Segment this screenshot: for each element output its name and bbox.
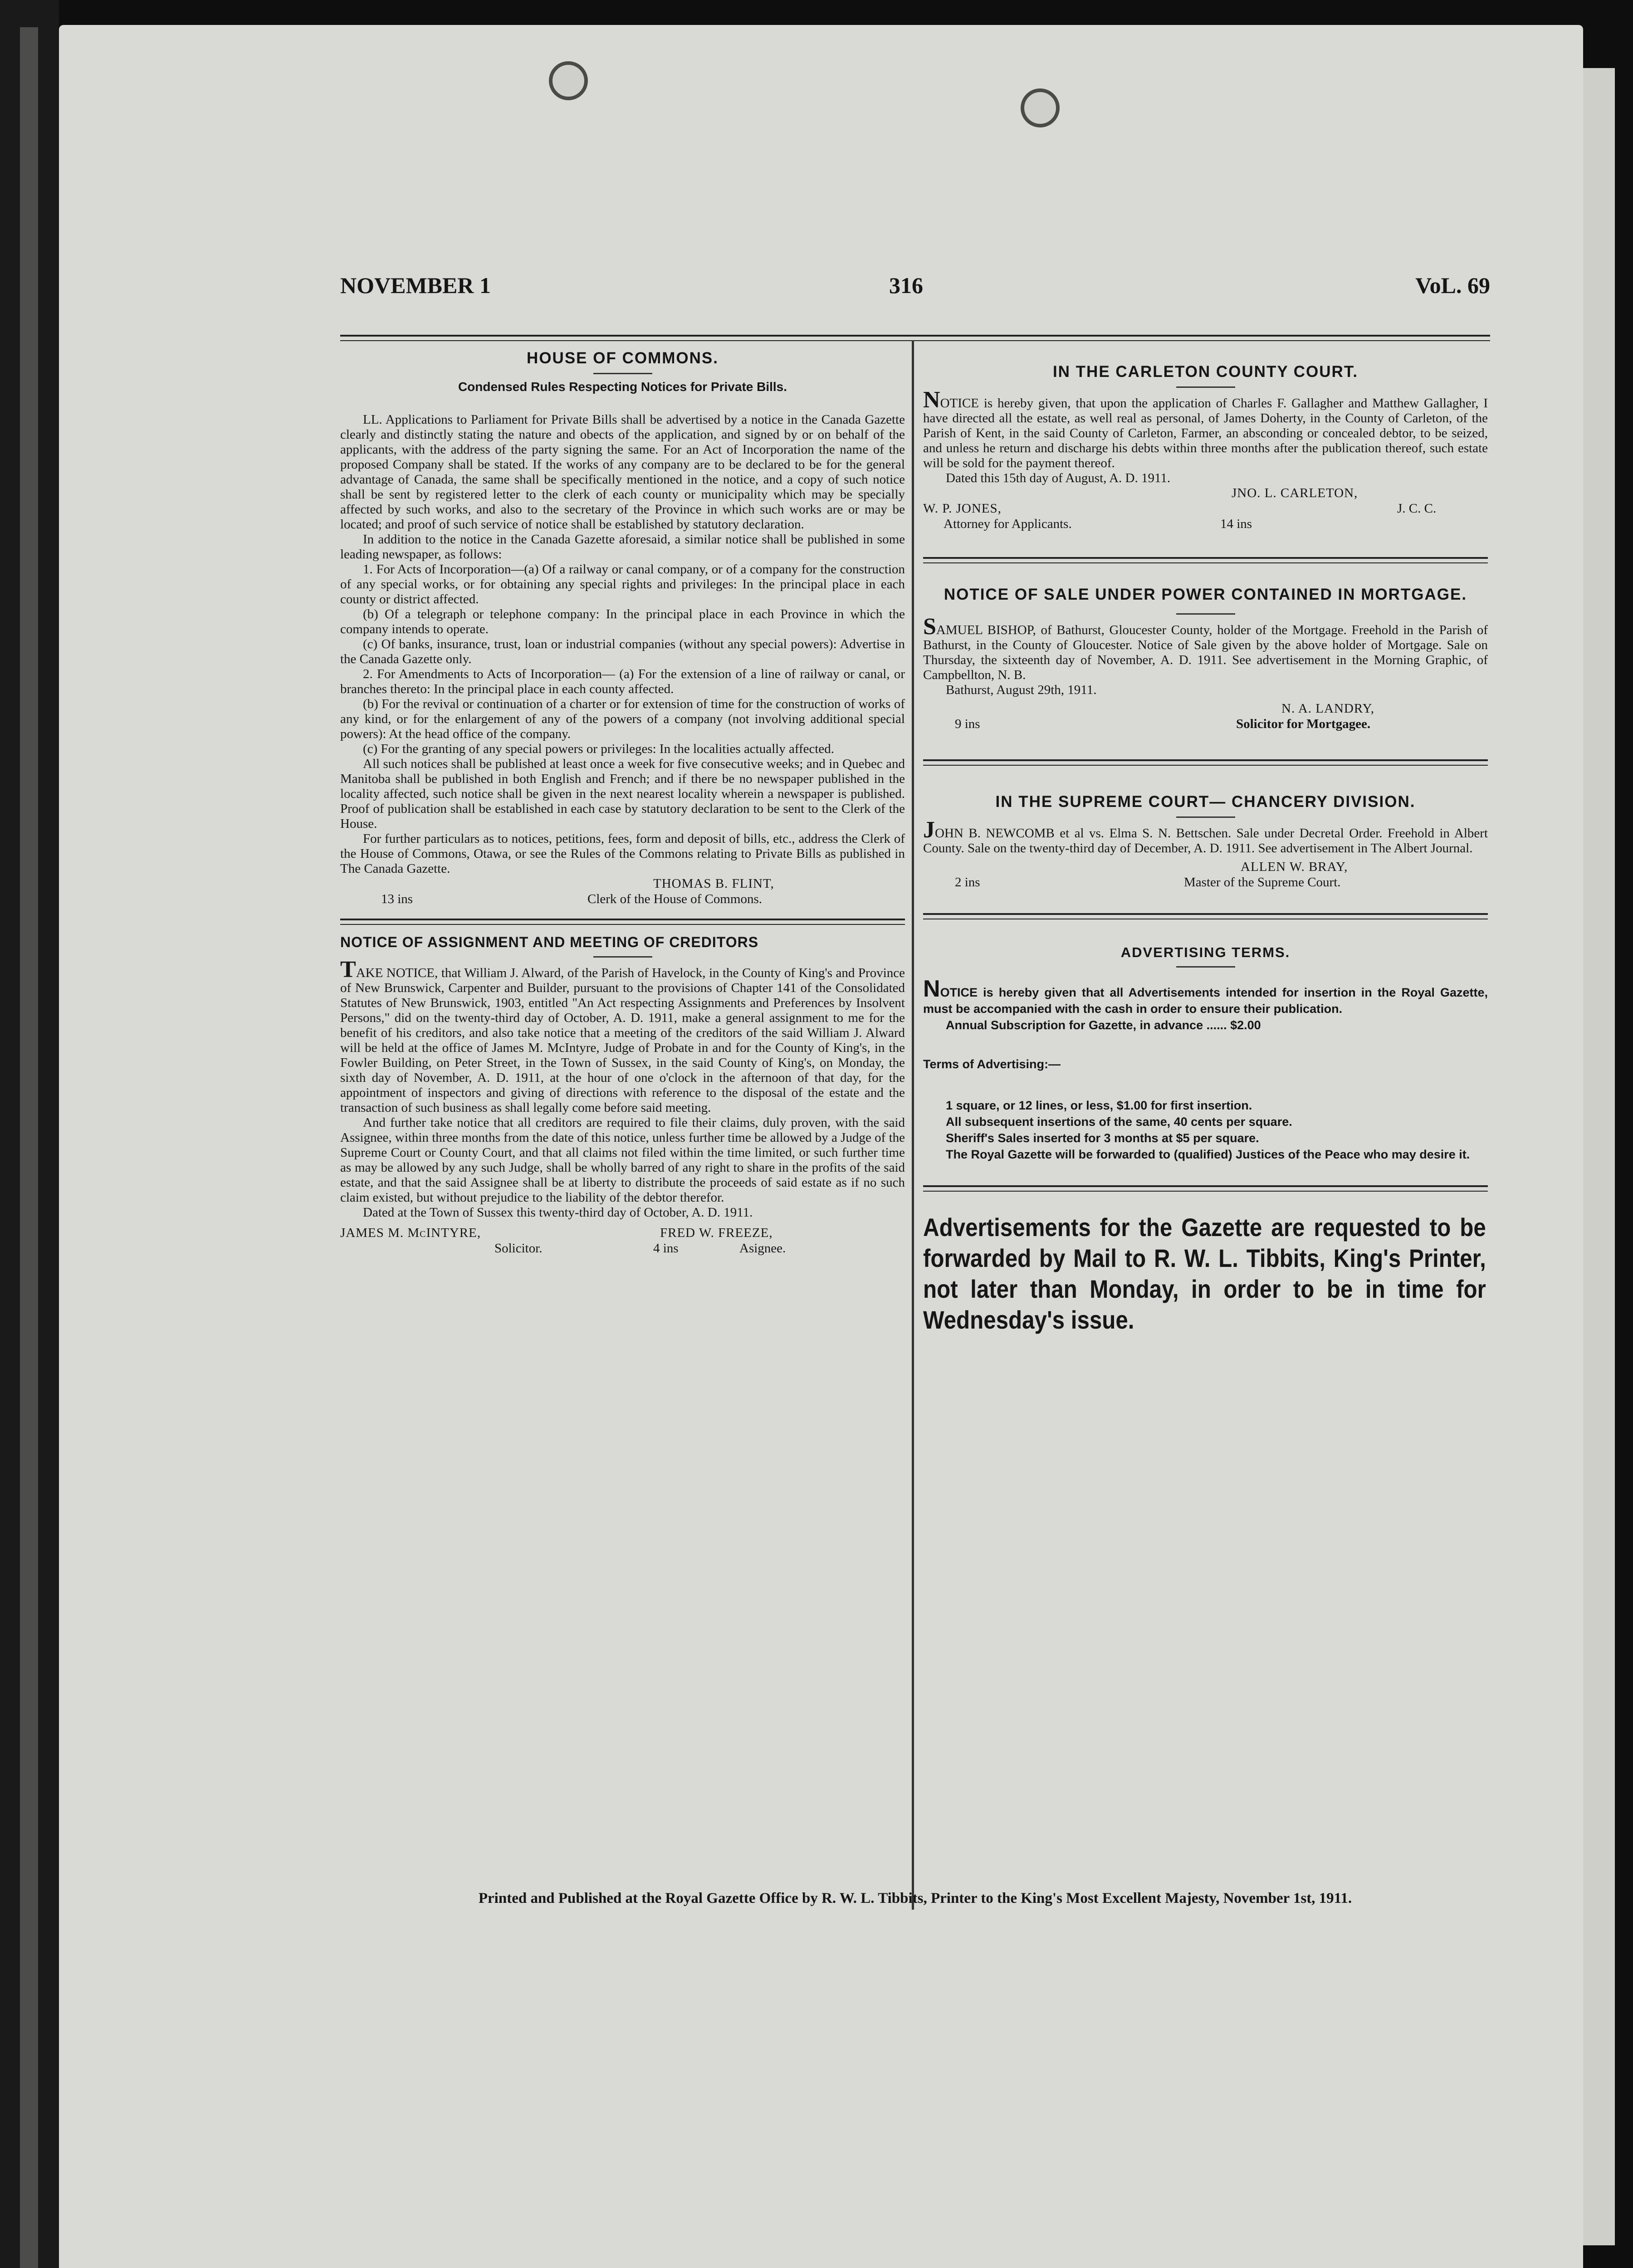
commons-paragraph: LL. Applications to Parliament for Private Bills shall be advertised by a notice in the Canada Gazette clearly and distinctly stating the nature and obects of the application, and signed by or on behalf of the applicants, with the address of the party signing the same. For an Act of Incorporation the name of the proposed Company shall be stated. If the works of any company are to be declared to be for the general advantage of Canada, the same shall be specifically mentioned in the notice, and a copy of such notice shall be sent by registered letter to the clerk of each county or municipality which may be specially affected by such works, and also to the secretary of the Province in which such works are or may be located; and proof of such service of notice shall be established by statutory declaration. xyxy=(340,412,905,532)
supreme-heading: IN THE SUPREME COURT— CHANCERY DIVISION. xyxy=(995,793,1416,811)
drop-cap: J xyxy=(923,817,935,843)
assignment-solicitor: JAMES M. McINTYRE, xyxy=(340,1226,481,1240)
sale-paragraph xyxy=(923,614,1488,683)
carleton-paragraph xyxy=(923,387,1488,471)
carleton-attorney-row xyxy=(923,501,1488,517)
commons-paragraph: 1. For Acts of Incorporation—(a) Of a railway or canal company, or of a company for the construction of any special works, or for obtaining any special rights and privileges: In the principal place in each county or district affected. xyxy=(340,562,905,606)
commons-paragraph: (b) For the revival or continuation of a charter or for extension of time for the construction of works of any kind, or for the enlargement of any of the powers of a company (not involving additional special powers): At the head office of the company. xyxy=(340,697,905,741)
commons-signer-title: Clerk of the House of Commons. xyxy=(587,892,763,906)
carleton-signer: JNO. L. CARLETON, xyxy=(1232,486,1358,500)
heading-rule xyxy=(1176,966,1235,968)
commons-signer-row xyxy=(340,876,905,892)
sale-signer: N. A. LANDRY, xyxy=(1281,701,1375,716)
assignment-text: AKE NOTICE, that William J. Alward, of the Parish of Havelock, in the County of King's and Province of New Brunswick, Carpenter and Builder, pursuant to the provisions of Chapter 141 of the Consolidated Statutes of New Brunswick, 1903, entitled "An Act respecting Assignments and Preferences by Insolvent Persons," did on the twenty-third day of October, A. D. 1911, make a general assignment to me for the benefit of his creditors, and also take notice that a meeting of the creditors of the said William J. Alward will be held at the office of James M. McIntyre, Judge of Probate in and for the County of King's, in the Fowler Building, on Peter Street, in the Town of Sussex, in the said County of King's, on Monday, the sixth day of November, A. D. 1911, at the hour of one o'clock in the afternoon of that day, for the appointment of inspectors and giving of directions with reference to the disposal of the estate and the transaction of such business as shall legally come before said meeting. xyxy=(340,966,905,1115)
supreme-signer-row xyxy=(923,860,1488,875)
carleton-paragraph: Dated this 15th day of August, A. D. 1911. xyxy=(946,471,1171,485)
commons-signer: THOMAS B. FLINT, xyxy=(653,876,774,891)
assignment-paragraph xyxy=(340,957,905,1115)
next-page-edge xyxy=(1583,68,1615,2245)
carleton-signer-title: J. C. C. xyxy=(1397,501,1437,516)
assignment-paragraph: And further take notice that all creditors are required to file their claims, duly proven, with the said Assignee, within three months from the date of this notice, unless further time be allowed by a Judge of the Supreme Court or County Court, and that all claims not filed within the time limited, or such further time as may be allowed by any such Judge, shall be wholly barred of any right to share in the profits of the said estate, and that the said Assignee shall be at liberty to distribute the proceeds of said estate as if no such claim existed, but without prejudice to the liability of the debtor therefor. xyxy=(340,1115,905,1205)
drop-cap: S xyxy=(923,614,936,640)
assignment-lines: 4 ins xyxy=(653,1241,679,1256)
section-rule xyxy=(923,759,1488,766)
advertising-terms-heading: Terms of Advertising:— xyxy=(923,1057,1061,1071)
sale-signer-row xyxy=(923,701,1488,717)
supreme-signer-title: Master of the Supreme Court. xyxy=(1184,875,1341,890)
assignment-solicitor-title: Solicitor. xyxy=(494,1241,543,1256)
commons-lines: 13 ins xyxy=(381,892,413,906)
heading-rule xyxy=(1176,386,1235,388)
submission-notice: Advertisements for the Gazette are requested to be forwarded by Mail to R. W. L. Tibbits, King's Printer, not later than Monday, in order to be in time for Wednesday's issue. xyxy=(923,1213,1486,1334)
commons-subheading: Condensed Rules Respecting Notices for Private Bills. xyxy=(458,380,787,394)
assignment-paragraph: Dated at the Town of Sussex this twenty-third day of October, A. D. 1911. xyxy=(363,1205,753,1220)
commons-paragraph: For further particulars as to notices, petitions, fees, form and deposit of bills, etc., address the Clerk of the House of Commons, Otawa, or see the Rules of the Commons relating to Private Bills as published in The Canada Gazette. xyxy=(340,831,905,876)
section-rule xyxy=(340,919,905,925)
commons-paragraph: In addition to the notice in the Canada Gazette aforesaid, a similar notice shall be published in some leading newspaper, as follows: xyxy=(340,532,905,562)
page-content xyxy=(340,272,1490,1978)
commons-heading: HOUSE OF COMMONS. xyxy=(527,349,719,367)
book-binding xyxy=(0,0,59,2268)
advertising-notice xyxy=(923,976,1488,1017)
advertising-term: The Royal Gazette will be forwarded to (qualified) Justices of the Peace who may desire it. xyxy=(946,1148,1470,1161)
heading-rule xyxy=(593,373,652,374)
advertising-heading: ADVERTISING TERMS. xyxy=(1120,944,1291,960)
carleton-text: OTICE is hereby given, that upon the application of Charles F. Gallagher and Matthew Gallagher, I have directed all the estate, as well real as personal, of James Doherty, in the County of Carleton, of the Parish of Kent, in the said County of Carleton, Farmer, an absconding or concealed debtor, to be seized, and unless he return and discharge his debts within three months after the publication thereof, such estate will be sold for the payment thereof. xyxy=(923,396,1488,470)
assignment-assignee: FRED W. FREEZE, xyxy=(660,1226,773,1240)
section-rule xyxy=(923,557,1488,563)
binding-edge xyxy=(20,27,38,2268)
page-number: 316 xyxy=(889,273,923,298)
sale-title-row xyxy=(923,717,1488,732)
carleton-lines: 14 ins xyxy=(1220,517,1252,531)
left-column xyxy=(340,340,905,1256)
sale-heading: NOTICE OF SALE UNDER POWER CONTAINED IN MORTGAGE. xyxy=(944,586,1467,603)
supreme-text: OHN B. NEWCOMB et al vs. Elma S. N. Bettschen. Sale under Decretal Order. Freehold in Albert County. Sale on the twenty-third day of December, A. D. 1911. See advertisement in The Albert Journal. xyxy=(923,826,1488,855)
issue-date: NOVEMBER 1 xyxy=(340,273,491,298)
commons-paragraph: (b) Of a telegraph or telephone company: In the principal place in each Province in which the company intends to operate. xyxy=(340,607,905,636)
assignment-titles-row xyxy=(340,1241,905,1256)
section-rule xyxy=(923,913,1488,919)
supreme-title-row xyxy=(923,875,1488,890)
supreme-lines: 2 ins xyxy=(955,875,980,890)
running-header xyxy=(340,272,1490,304)
commons-title-row xyxy=(340,892,905,907)
drop-cap: N xyxy=(923,976,940,1002)
drop-cap: N xyxy=(923,387,940,413)
volume-number: VoL. 69 xyxy=(1415,273,1490,298)
right-column xyxy=(923,340,1488,1335)
column-divider xyxy=(912,340,914,1910)
advertising-subscription: Annual Subscription for Gazette, in advance ...... $2.00 xyxy=(946,1018,1261,1032)
advertising-notice-text: OTICE is hereby given that all Advertisements intended for insertion in the Royal Gazette, must be accompanied with the cash in order to ensure their publication. xyxy=(923,986,1488,1016)
heading-rule xyxy=(1176,613,1235,615)
carleton-signer-row xyxy=(923,486,1488,501)
assignment-assignee-title: Asignee. xyxy=(739,1241,786,1256)
carleton-attorney-title: Attorney for Applicants. xyxy=(944,517,1072,531)
supreme-paragraph xyxy=(923,817,1488,856)
section-rule xyxy=(923,1185,1488,1192)
advertising-term: 1 square, or 12 lines, or less, $1.00 for first insertion. xyxy=(946,1099,1252,1112)
assignment-signers-row xyxy=(340,1226,905,1241)
punch-hole-right xyxy=(1021,88,1060,127)
sale-text: AMUEL BISHOP, of Bathurst, Gloucester County, holder of the Mortgage. Freehold in the Parish of Bathurst, in the County of Gloucester. Notice of Sale given by the above holder of Mortgage. Sale on Thursday, the sixteenth day of November, A. D. 1911. See advertisement in the Morning Graphic, of Campbellton, N. B. xyxy=(923,623,1488,682)
sale-signer-title: Solicitor for Mortgagee. xyxy=(1236,717,1371,731)
carleton-attorney-title-row xyxy=(923,517,1488,532)
advertising-term: All subsequent insertions of the same, 40 cents per square. xyxy=(946,1115,1292,1129)
sale-lines: 9 ins xyxy=(955,717,980,731)
commons-paragraph: (c) Of banks, insurance, trust, loan or industrial companies (without any special powers): Advertise in the Canada Gazette only. xyxy=(340,637,905,666)
commons-paragraph: (c) For the granting of any special powers or privileges: In the localities actually affected. xyxy=(363,742,835,756)
commons-paragraph: All such notices shall be published at least once a week for five consecutive weeks; and in Quebec and Manitoba shall be published in both English and French; and if there be no newspaper published in the locality affected, such notice shall be given in the next nearest locality wherein a newspaper is published. Proof of publication shall be established in each case by statutory declaration to be sent to the Clerk of the House. xyxy=(340,757,905,831)
heading-rule xyxy=(593,956,652,958)
carleton-heading: IN THE CARLETON COUNTY COURT. xyxy=(1052,363,1359,381)
imprint-footer: Printed and Published at the Royal Gazette Office by R. W. L. Tibbits, Printer to the King's Most Excellent Majesty, November 1st, 1911. xyxy=(478,1890,1352,1906)
drop-cap: T xyxy=(340,957,356,982)
sale-paragraph: Bathurst, August 29th, 1911. xyxy=(946,683,1097,697)
advertising-term: Sheriff's Sales inserted for 3 months at $5 per square. xyxy=(946,1131,1259,1145)
punch-hole-left xyxy=(549,61,588,100)
supreme-signer: ALLEN W. BRAY, xyxy=(1241,860,1348,874)
assignment-heading: NOTICE OF ASSIGNMENT AND MEETING OF CREDITORS xyxy=(340,934,759,950)
heading-rule xyxy=(1176,816,1235,818)
carleton-attorney: W. P. JONES, xyxy=(923,501,1002,516)
commons-paragraph: 2. For Amendments to Acts of Incorporation— (a) For the extension of a line of railway or canal, or branches thereto: In the principal place in each county affected. xyxy=(340,667,905,696)
